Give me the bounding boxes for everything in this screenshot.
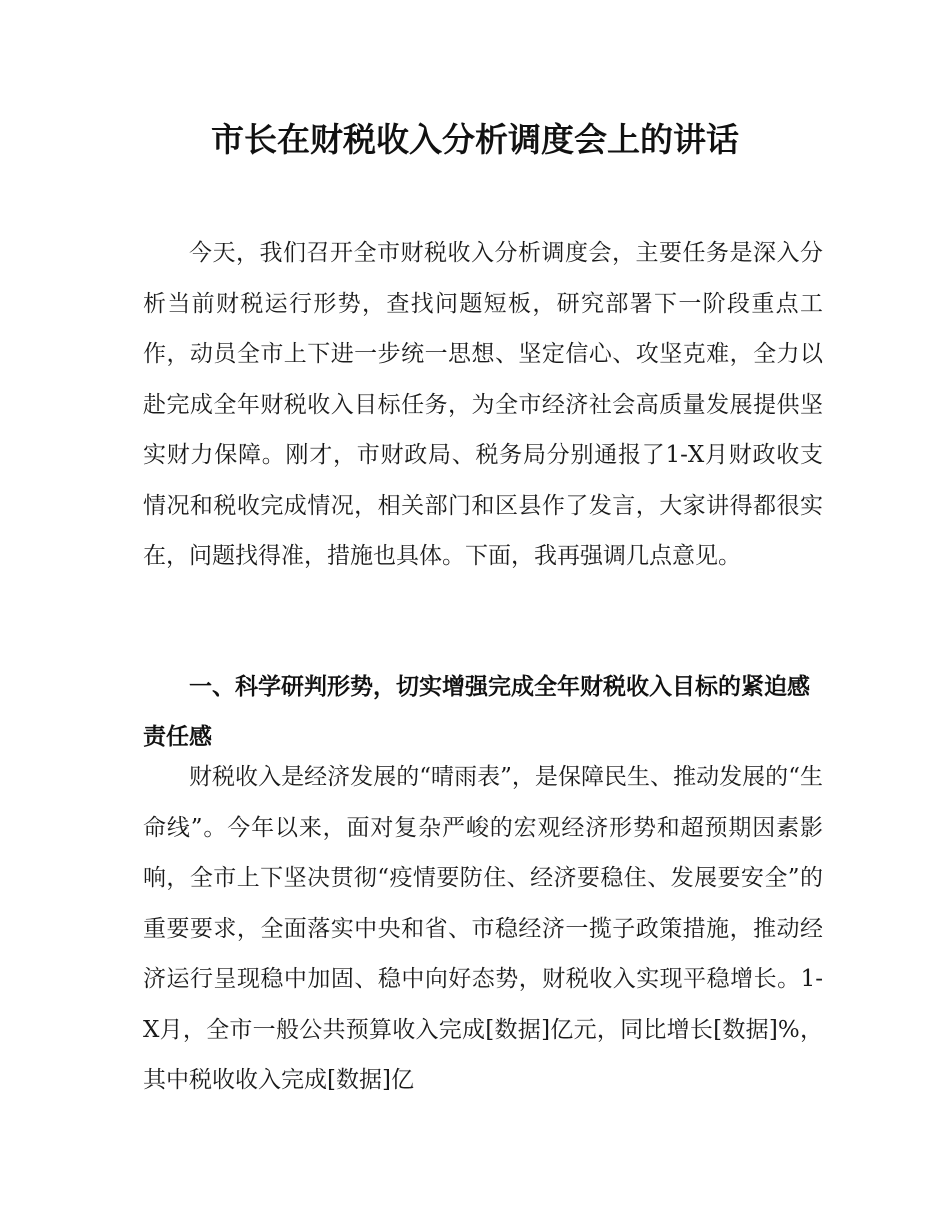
section-heading-1: 一、科学研判形势，切实增强完成全年财税收入目标的紧迫感责任感 xyxy=(143,674,810,750)
page-title: 市长在财税收入分析调度会上的讲话 xyxy=(211,120,739,159)
body-paragraph: 财税收入是经济发展的“晴雨表”，是保障民生、推动发展的“生命线”。今年以来，面对复杂严峻的宏观经济形势和超预期因素影响，全市上下坚决贯彻“疫情要防住、经济要稳住、发展要安全”的重要要求，全面落实中央和省、市稳经济一揽子政策措施，推动经济运行呈现稳中加固、稳中向好态势，财税收入实现平稳增长。1-X月，全市一般公共预算收入完成[数据]亿元，同比增长[数据]%，其中税收收入完成[数据]亿 xyxy=(143,764,823,1093)
intro-paragraph: 今天，我们召开全市财税收入分析调度会，主要任务是深入分析当前财税运行形势，查找问题短板，研究部署下一阶段重点工作，动员全市上下进一步统一思想、坚定信心、攻坚克难，全力以赴完成全年财税收入目标任务，为全市经济社会高质量发展提供坚实财力保障。刚才，市财政局、税务局分别通报了1-X月财政收支情况和税收完成情况，相关部门和区县作了发言，大家讲得都很实在，问题找得准，措施也具体。下面，我再强调几点意见。 xyxy=(143,240,823,569)
